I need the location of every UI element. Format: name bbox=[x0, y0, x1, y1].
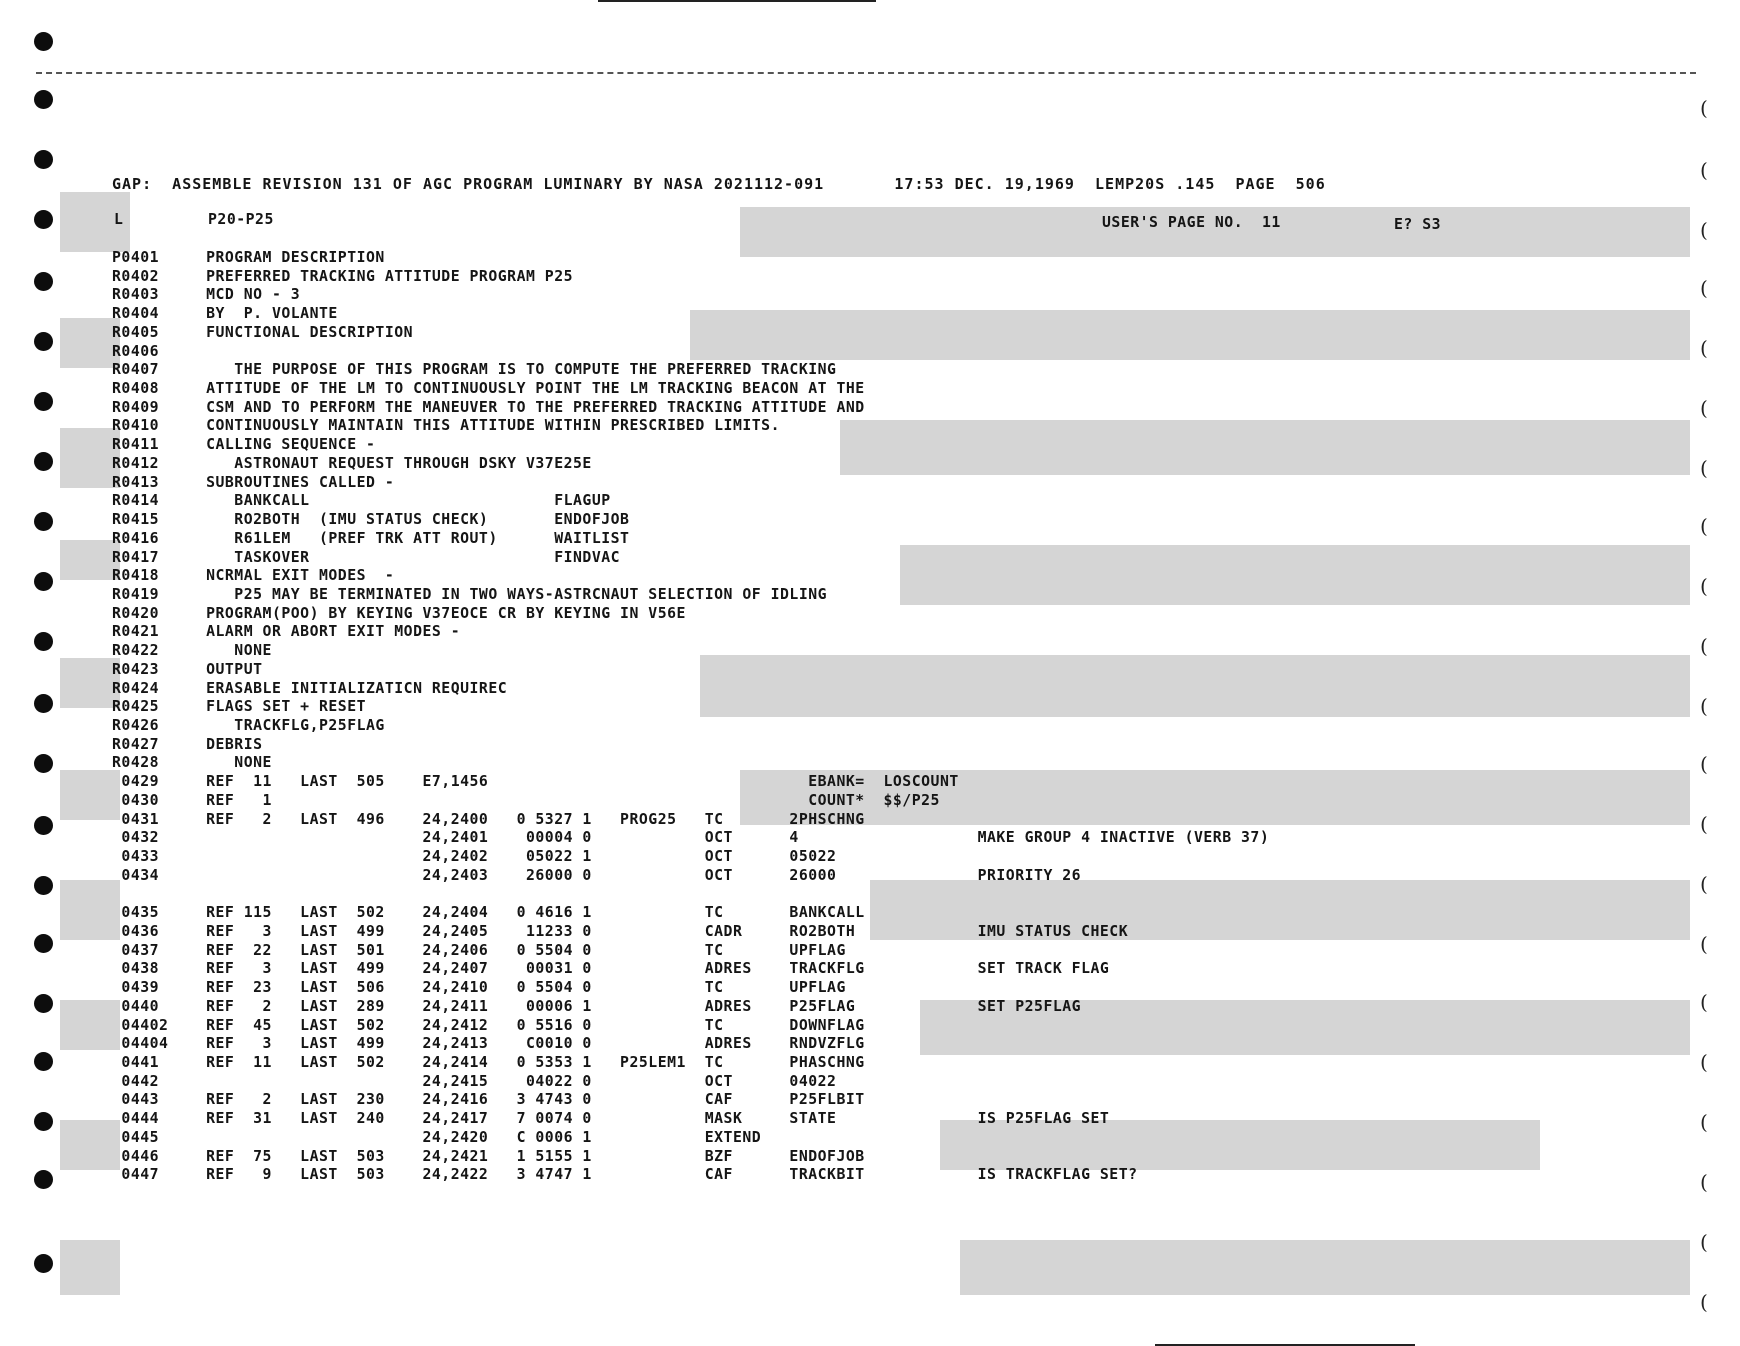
listing-line: R0419 P25 MAY BE TERMINATED IN TWO WAYS-ASTRCNAUT SELECTION OF IDLING bbox=[112, 585, 828, 603]
assembly-header: GAP: ASSEMBLE REVISION 131 OF AGC PROGRAM LUMINARY BY NASA 2021112-091 17:53 DEC. 19,1969 LEMP20S .145 PAGE 506 bbox=[112, 175, 1326, 193]
perforation-mark-icon: ( bbox=[1700, 218, 1708, 242]
binder-hole-icon bbox=[34, 1254, 53, 1273]
binder-hole-icon bbox=[34, 392, 53, 411]
shading-band bbox=[60, 1000, 120, 1050]
listing-line: R0411 CALLING SEQUENCE - bbox=[112, 436, 376, 454]
listing-line: R0424 ERASABLE INITIALIZATICN REQUIREC bbox=[112, 679, 508, 697]
listing-line: R0417 TASKOVER FINDVAC bbox=[112, 548, 621, 566]
listing-line: 0447 REF 9 LAST 503 24,2422 3 4747 1 CAF TRACKBIT IS TRACKFLAG SET? bbox=[112, 1166, 1138, 1184]
top-rule bbox=[598, 0, 876, 2]
listing-line: 0433 24,2402 05022 1 OCT 05022 bbox=[112, 848, 837, 866]
listing-line: 0436 REF 3 LAST 499 24,2405 11233 0 CADR RO2BOTH IMU STATUS CHECK bbox=[112, 922, 1129, 940]
listing-line: R0428 NONE bbox=[112, 754, 272, 772]
binder-hole-icon bbox=[34, 90, 53, 109]
binder-hole-icon bbox=[34, 150, 53, 169]
listing-line: R0415 RO2BOTH (IMU STATUS CHECK) ENDOFJOB bbox=[112, 511, 630, 529]
sheet-code: E? S3 bbox=[1394, 216, 1442, 233]
listing-line: 0443 REF 2 LAST 230 24,2416 3 4743 0 CAF P25FLBIT bbox=[112, 1091, 865, 1109]
perforation-mark-icon: ( bbox=[1700, 396, 1708, 420]
l-mark: L bbox=[114, 211, 124, 228]
listing-line: 0434 24,2403 26000 0 OCT 26000 PRIORITY 26 bbox=[112, 866, 1082, 884]
listing-line: R0408 ATTITUDE OF THE LM TO CONTINUOUSLY POINT THE LM TRACKING BEACON AT THE bbox=[112, 380, 865, 398]
listing-line: 04404 REF 3 LAST 499 24,2413 C0010 0 ADRES RNDVZFLG bbox=[112, 1035, 865, 1053]
listing-line: 0439 REF 23 LAST 506 24,2410 0 5504 0 TC UPFLAG bbox=[112, 979, 846, 997]
tear-line bbox=[36, 72, 1696, 75]
perforation-mark-icon: ( bbox=[1700, 694, 1708, 718]
shading-band bbox=[840, 420, 1690, 475]
listing-line: 0437 REF 22 LAST 501 24,2406 0 5504 0 TC UPFLAG bbox=[112, 941, 846, 959]
perforation-mark-icon: ( bbox=[1700, 1110, 1708, 1134]
perforation-mark-icon: ( bbox=[1700, 1050, 1708, 1074]
perforation-mark-icon: ( bbox=[1700, 276, 1708, 300]
perforation-mark-icon: ( bbox=[1700, 514, 1708, 538]
perforation-mark-icon: ( bbox=[1700, 1170, 1708, 1194]
binder-hole-icon bbox=[34, 876, 53, 895]
binder-hole-icon bbox=[34, 1052, 53, 1071]
listing-line: 0440 REF 2 LAST 289 24,2411 00006 1 ADRES P25FLAG SET P25FLAG bbox=[112, 997, 1082, 1015]
perforation-mark-icon: ( bbox=[1700, 872, 1708, 896]
perforation-mark-icon: ( bbox=[1700, 932, 1708, 956]
shading-band bbox=[60, 658, 120, 708]
binder-hole-icon bbox=[34, 1112, 53, 1131]
listing-line: R0409 CSM AND TO PERFORM THE MANEUVER TO THE PREFERRED TRACKING ATTITUDE AND bbox=[112, 398, 865, 416]
listing-line: 0432 24,2401 00004 0 OCT 4 MAKE GROUP 4 INACTIVE (VERB 37) bbox=[112, 829, 1270, 847]
perforation-mark-icon: ( bbox=[1700, 812, 1708, 836]
shading-band bbox=[900, 545, 1690, 605]
listing-line: 0441 REF 11 LAST 502 24,2414 0 5353 1 P25LEM1 TC PHASCHNG bbox=[112, 1053, 865, 1071]
listing-line: 0430 REF 1 COUNT* $$/P25 bbox=[112, 791, 940, 809]
listing-line: 0429 REF 11 LAST 505 E7,1456 EBANK= LOSCOUNT bbox=[112, 773, 959, 791]
listing-line: R0404 BY P. VOLANTE bbox=[112, 305, 338, 323]
binder-hole-icon bbox=[34, 210, 53, 229]
shading-band bbox=[60, 428, 120, 488]
listing-line: R0422 NONE bbox=[112, 642, 272, 660]
perforation-mark-icon: ( bbox=[1700, 574, 1708, 598]
listing-line: 0431 REF 2 LAST 496 24,2400 0 5327 1 PROG25 TC 2PHSCHNG bbox=[112, 810, 865, 828]
binder-hole-icon bbox=[34, 934, 53, 953]
shading-band bbox=[60, 1120, 120, 1170]
perforation-mark-icon: ( bbox=[1700, 336, 1708, 360]
listing-line: 0442 24,2415 04022 0 OCT 04022 bbox=[112, 1072, 837, 1090]
binder-hole-icon bbox=[34, 512, 53, 531]
shading-band bbox=[700, 655, 1690, 717]
perforation-mark-icon: ( bbox=[1700, 158, 1708, 182]
binder-hole-icon bbox=[34, 272, 53, 291]
binder-hole-icon bbox=[34, 32, 53, 51]
binder-hole-icon bbox=[34, 816, 53, 835]
listing-line: 0438 REF 3 LAST 499 24,2407 00031 0 ADRES TRACKFLG SET TRACK FLAG bbox=[112, 960, 1110, 978]
listing-line: R0425 FLAGS SET + RESET bbox=[112, 698, 367, 716]
listing-line: 04402 REF 45 LAST 502 24,2412 0 5516 0 TC DOWNFLAG bbox=[112, 1016, 865, 1034]
binder-hole-icon bbox=[34, 332, 53, 351]
listing-line: R0414 BANKCALL FLAGUP bbox=[112, 492, 611, 510]
section-title: P20-P25 bbox=[208, 211, 274, 228]
perforation-mark-icon: ( bbox=[1700, 96, 1708, 120]
binder-hole-icon bbox=[34, 754, 53, 773]
listing-line: R0418 NCRMAL EXIT MODES - bbox=[112, 567, 395, 585]
users-page-number: USER'S PAGE NO. 11 bbox=[1102, 214, 1281, 231]
perforation-mark-icon: ( bbox=[1700, 1290, 1708, 1314]
shading-band bbox=[60, 770, 120, 820]
listing-line: R0412 ASTRONAUT REQUEST THROUGH DSKY V37E25E bbox=[112, 454, 592, 472]
perforation-mark-icon: ( bbox=[1700, 1230, 1708, 1254]
listing-line: R0407 THE PURPOSE OF THIS PROGRAM IS TO COMPUTE THE PREFERRED TRACKING bbox=[112, 361, 837, 379]
listing-line: R0413 SUBROUTINES CALLED - bbox=[112, 473, 395, 491]
listing-line: R0416 R61LEM (PREF TRK ATT ROUT) WAITLIST bbox=[112, 529, 630, 547]
listing-line: R0402 PREFERRED TRACKING ATTITUDE PROGRAM P25 bbox=[112, 267, 574, 285]
shading-band bbox=[60, 318, 120, 368]
binder-hole-icon bbox=[34, 452, 53, 471]
listing-line: R0405 FUNCTIONAL DESCRIPTION bbox=[112, 323, 414, 341]
listing-line: 0444 REF 31 LAST 240 24,2417 7 0074 0 MASK STATE IS P25FLAG SET bbox=[112, 1110, 1110, 1128]
shading-band bbox=[60, 880, 120, 940]
shading-band bbox=[60, 1240, 120, 1295]
binder-hole-icon bbox=[34, 572, 53, 591]
shading-band bbox=[690, 310, 1690, 360]
listing-line: 0445 24,2420 C 0006 1 EXTEND bbox=[112, 1128, 762, 1146]
listing-line: P0401 PROGRAM DESCRIPTION bbox=[112, 249, 385, 266]
listing-line: R0420 PROGRAM(POO) BY KEYING V37EOCE CR BY KEYING IN V56E bbox=[112, 604, 686, 622]
listing-line: R0423 OUTPUT bbox=[112, 660, 263, 678]
binder-hole-icon bbox=[34, 1170, 53, 1189]
listing-line: R0421 ALARM OR ABORT EXIT MODES - bbox=[112, 623, 461, 641]
listing-line: 0446 REF 75 LAST 503 24,2421 1 5155 1 BZF ENDOFJOB bbox=[112, 1147, 865, 1165]
perforation-mark-icon: ( bbox=[1700, 752, 1708, 776]
shading-band bbox=[960, 1240, 1690, 1295]
listing-line: R0406 bbox=[112, 342, 160, 360]
binder-hole-icon bbox=[34, 632, 53, 651]
listing-line: 0435 REF 115 LAST 502 24,2404 0 4616 1 TC BANKCALL bbox=[112, 904, 865, 922]
perforation-mark-icon: ( bbox=[1700, 456, 1708, 480]
listing-line: R0410 CONTINUOUSLY MAINTAIN THIS ATTITUDE WITHIN PRESCRIBED LIMITS. bbox=[112, 417, 781, 435]
listing-line: R0403 MCD NO - 3 bbox=[112, 286, 301, 304]
perforation-mark-icon: ( bbox=[1700, 634, 1708, 658]
binder-hole-icon bbox=[34, 994, 53, 1013]
shading-band bbox=[60, 540, 120, 580]
listing-line: R0427 DEBRIS bbox=[112, 735, 263, 753]
perforation-mark-icon: ( bbox=[1700, 990, 1708, 1014]
listing-line: R0426 TRACKFLG,P25FLAG bbox=[112, 717, 385, 734]
binder-hole-icon bbox=[34, 694, 53, 713]
